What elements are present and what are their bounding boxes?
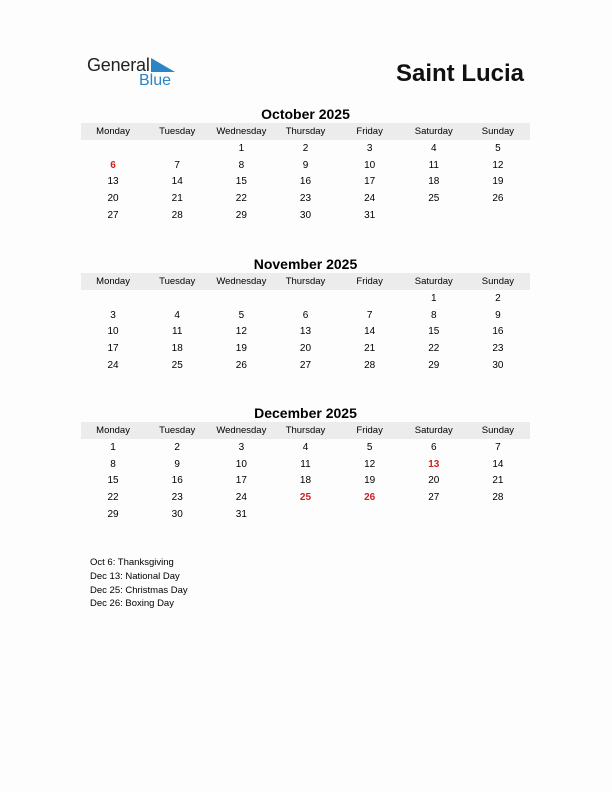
weekday-header: Tuesday xyxy=(145,123,209,140)
day-cell: 13 xyxy=(299,326,312,338)
day-cell: 2 xyxy=(174,441,180,453)
day-cell: 13 xyxy=(107,176,119,188)
logo-word-blue: Blue xyxy=(139,72,172,89)
day-cell: 3 xyxy=(110,309,116,321)
holiday-item: Dec 26: Boxing Day xyxy=(90,598,174,610)
weekday-header: Wednesday xyxy=(209,422,273,439)
weekday-header: Wednesday xyxy=(209,273,273,290)
holiday-day-cell: 13 xyxy=(428,458,440,470)
holiday-list xyxy=(90,556,188,611)
day-cell: 5 xyxy=(238,309,245,321)
weekday-header: Monday xyxy=(81,422,145,439)
day-cell: 27 xyxy=(428,491,440,503)
week-row xyxy=(81,190,530,207)
day-cell: 9 xyxy=(495,309,501,321)
day-cell: 9 xyxy=(174,458,180,470)
logo-word-general: General xyxy=(87,55,150,75)
day-cell: 19 xyxy=(364,475,376,487)
day-cell: 23 xyxy=(171,491,183,503)
month-grid xyxy=(81,123,530,223)
day-cell: 8 xyxy=(238,159,245,171)
day-cell: 7 xyxy=(174,159,180,171)
week-row xyxy=(81,140,530,157)
empty-day-cell xyxy=(466,207,530,224)
month-title: October 2025 xyxy=(261,106,350,122)
day-cell: 24 xyxy=(107,359,119,371)
day-cell: 10 xyxy=(235,458,247,470)
weekday-header: Sunday xyxy=(466,123,530,140)
day-cell: 10 xyxy=(107,326,119,338)
holiday-day-cell: 6 xyxy=(110,159,116,171)
day-cell: 6 xyxy=(302,309,309,321)
day-cell: 14 xyxy=(492,458,504,470)
day-cell: 24 xyxy=(364,192,376,204)
month-title: November 2025 xyxy=(253,256,358,272)
day-cell: 2 xyxy=(302,142,309,154)
day-cell: 22 xyxy=(107,491,119,503)
empty-day-cell xyxy=(338,506,402,523)
week-row xyxy=(81,173,530,190)
empty-day-cell xyxy=(81,140,145,157)
day-cell: 16 xyxy=(492,326,504,338)
day-cell: 2 xyxy=(495,292,501,304)
week-row xyxy=(81,290,530,307)
day-cell: 17 xyxy=(107,342,119,354)
day-cell: 11 xyxy=(428,159,439,171)
day-cell: 30 xyxy=(171,508,183,520)
weekday-header: Tuesday xyxy=(145,273,209,290)
day-cell: 5 xyxy=(366,441,373,453)
day-cell: 12 xyxy=(492,159,504,171)
day-cell: 16 xyxy=(299,176,312,188)
day-cell: 14 xyxy=(171,176,183,188)
day-cell: 29 xyxy=(107,508,119,520)
day-cell: 26 xyxy=(492,192,504,204)
weekday-header: Tuesday xyxy=(145,422,209,439)
day-cell: 5 xyxy=(495,142,501,154)
month-october xyxy=(81,105,530,223)
empty-day-cell xyxy=(466,506,530,523)
empty-day-cell xyxy=(273,290,337,307)
weekday-header: Monday xyxy=(81,123,145,140)
day-cell: 23 xyxy=(299,192,312,204)
day-cell: 19 xyxy=(235,342,247,354)
day-cell: 20 xyxy=(107,192,119,204)
week-row xyxy=(81,307,530,324)
week-row xyxy=(81,340,530,357)
week-row xyxy=(81,157,530,174)
day-cell: 22 xyxy=(428,342,440,354)
logo-flag-icon xyxy=(151,58,177,72)
day-cell: 29 xyxy=(235,209,247,221)
weekday-header: Thursday xyxy=(273,422,337,439)
day-cell: 25 xyxy=(428,192,440,204)
empty-day-cell xyxy=(209,290,273,307)
day-cell: 12 xyxy=(235,326,247,338)
holiday-day-cell: 25 xyxy=(299,491,312,503)
day-cell: 17 xyxy=(364,176,376,188)
weekday-header: Saturday xyxy=(402,273,466,290)
empty-day-cell xyxy=(81,290,145,307)
week-row xyxy=(81,489,530,506)
day-cell: 15 xyxy=(235,176,247,188)
week-row xyxy=(81,506,530,523)
day-cell: 11 xyxy=(172,326,183,338)
day-cell: 28 xyxy=(364,359,376,371)
weekday-header: Wednesday xyxy=(209,123,273,140)
weekday-header: Friday xyxy=(338,123,402,140)
weekday-header: Monday xyxy=(81,273,145,290)
day-cell: 23 xyxy=(492,342,504,354)
weekday-header: Friday xyxy=(338,273,402,290)
empty-day-cell xyxy=(402,506,466,523)
week-row xyxy=(81,456,530,473)
day-cell: 8 xyxy=(430,309,437,321)
day-cell: 29 xyxy=(428,359,440,371)
country-title: Saint Lucia xyxy=(395,60,524,87)
day-cell: 24 xyxy=(235,491,247,503)
day-cell: 21 xyxy=(492,475,504,487)
day-cell: 31 xyxy=(235,508,247,520)
weekday-header: Thursday xyxy=(273,123,337,140)
day-cell: 1 xyxy=(430,292,437,304)
day-cell: 3 xyxy=(366,142,373,154)
day-cell: 11 xyxy=(300,458,311,470)
empty-day-cell xyxy=(273,506,337,523)
month-grid xyxy=(81,422,530,522)
day-cell: 30 xyxy=(492,359,504,371)
weekday-header: Sunday xyxy=(466,273,530,290)
month-grid xyxy=(81,273,530,373)
day-cell: 4 xyxy=(302,441,309,453)
day-cell: 6 xyxy=(430,441,437,453)
week-row xyxy=(81,472,530,489)
day-cell: 21 xyxy=(171,192,183,204)
day-cell: 18 xyxy=(299,475,312,487)
empty-day-cell xyxy=(338,290,402,307)
day-cell: 10 xyxy=(364,159,376,171)
month-november xyxy=(81,255,530,373)
weekday-header: Thursday xyxy=(273,273,337,290)
day-cell: 27 xyxy=(299,359,312,371)
day-cell: 4 xyxy=(430,142,437,154)
empty-day-cell xyxy=(402,207,466,224)
weekday-header: Friday xyxy=(338,422,402,439)
day-cell: 17 xyxy=(235,475,247,487)
day-cell: 16 xyxy=(171,475,183,487)
day-cell: 31 xyxy=(364,209,376,221)
day-cell: 4 xyxy=(174,309,180,321)
day-cell: 26 xyxy=(235,359,247,371)
generalblue-logo xyxy=(87,55,187,95)
day-cell: 20 xyxy=(299,342,312,354)
weekday-header: Saturday xyxy=(402,422,466,439)
weekday-header: Saturday xyxy=(402,123,466,140)
day-cell: 3 xyxy=(238,441,245,453)
day-cell: 18 xyxy=(428,176,440,188)
day-cell: 7 xyxy=(495,441,501,453)
week-row xyxy=(81,323,530,340)
day-cell: 15 xyxy=(428,326,440,338)
day-cell: 21 xyxy=(364,342,376,354)
holiday-item: Dec 13: National Day xyxy=(90,570,180,582)
day-cell: 12 xyxy=(364,458,376,470)
day-cell: 25 xyxy=(171,359,183,371)
holiday-item: Dec 25: Christmas Day xyxy=(90,584,188,596)
day-cell: 1 xyxy=(110,441,116,453)
month-title: December 2025 xyxy=(254,405,357,421)
day-cell: 28 xyxy=(492,491,504,503)
day-cell: 28 xyxy=(171,209,183,221)
day-cell: 19 xyxy=(492,176,504,188)
day-cell: 7 xyxy=(366,309,373,321)
empty-day-cell xyxy=(145,290,209,307)
day-cell: 27 xyxy=(107,209,119,221)
week-row xyxy=(81,439,530,456)
day-cell: 14 xyxy=(364,326,376,338)
day-cell: 15 xyxy=(107,475,119,487)
month-december xyxy=(81,404,530,522)
day-cell: 1 xyxy=(238,142,245,154)
day-cell: 8 xyxy=(110,458,116,470)
day-cell: 22 xyxy=(235,192,247,204)
empty-day-cell xyxy=(145,140,209,157)
week-row xyxy=(81,357,530,374)
weekday-header: Sunday xyxy=(466,422,530,439)
holiday-item: Oct 6: Thanksgiving xyxy=(90,557,174,568)
holiday-day-cell: 26 xyxy=(364,491,376,503)
day-cell: 18 xyxy=(171,342,183,354)
day-cell: 20 xyxy=(428,475,440,487)
day-cell: 9 xyxy=(302,159,309,171)
day-cell: 30 xyxy=(299,209,312,221)
week-row xyxy=(81,207,530,224)
